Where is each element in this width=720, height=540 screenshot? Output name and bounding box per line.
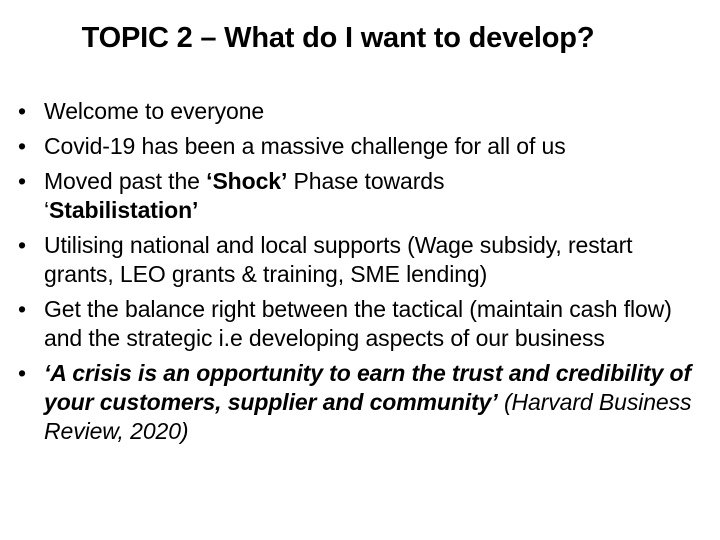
- quote-citation: (Harvard Business Review, 2020): [44, 389, 692, 444]
- bullet-text: ‘: [44, 197, 50, 223]
- bullet-item: [18, 295, 708, 353]
- bullet-icon: •: [18, 168, 26, 194]
- bullet-text: Get the balance right between the tactical (maintain cash flow) and the strategic i.e developing aspects of our business: [44, 296, 672, 351]
- bullet-icon: •: [18, 133, 26, 159]
- bullet-text: Moved past the: [44, 168, 207, 194]
- bullet-text: Phase towards: [287, 168, 445, 194]
- bullet-item: [18, 97, 708, 126]
- bullet-icon: •: [18, 296, 26, 322]
- bullet-item-quote: [18, 359, 708, 446]
- bullet-item: [18, 231, 708, 289]
- slide-title: [0, 22, 720, 55]
- bullet-text: Covid-19 has been a massive challenge for all of us: [44, 133, 566, 159]
- bullet-text: Utilising national and local supports (Wage subsidy, restart grants, LEO grants & training, SME lending): [44, 232, 633, 287]
- quote-text: ‘A crisis is an opportunity to earn the trust and credibility of your customers, supplier and community’: [44, 360, 692, 415]
- slide-title-text: TOPIC 2 – What do I want to develop?: [81, 22, 595, 54]
- bullet-emphasis: ‘Shock’: [206, 168, 288, 194]
- bullet-item: [18, 167, 708, 225]
- bullet-emphasis: Stabilistation’: [49, 197, 199, 223]
- bullet-list: [18, 97, 708, 452]
- bullet-text: Welcome to everyone: [44, 98, 265, 124]
- bullet-item: [18, 132, 708, 161]
- bullet-icon: •: [18, 98, 26, 124]
- bullet-icon: •: [18, 360, 26, 386]
- bullet-icon: •: [18, 232, 26, 258]
